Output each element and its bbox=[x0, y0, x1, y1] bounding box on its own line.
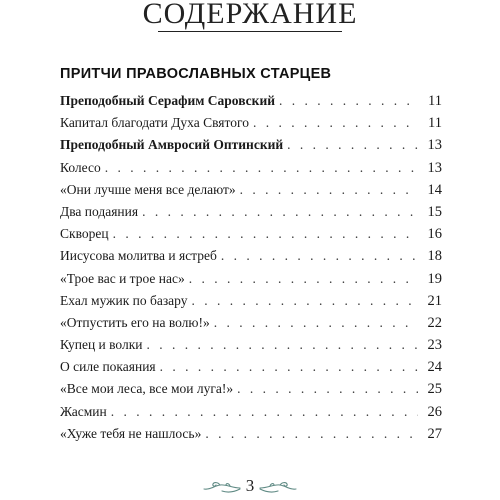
dot-leader bbox=[221, 248, 418, 264]
toc-entry-title: Жасмин bbox=[60, 403, 107, 419]
toc-entry-page: 19 bbox=[427, 270, 442, 287]
dot-leader bbox=[237, 381, 418, 397]
toc-entry[interactable] bbox=[60, 426, 442, 448]
toc-entry-title: Преподобный Серафим Саровский bbox=[60, 93, 275, 108]
toc-entry-page: 13 bbox=[427, 159, 442, 176]
toc-entry[interactable] bbox=[60, 160, 442, 182]
dot-leader bbox=[147, 337, 418, 353]
dot-leader bbox=[279, 93, 418, 109]
dot-leader bbox=[160, 359, 418, 375]
toc-entry-page: 27 bbox=[427, 425, 442, 442]
toc-entry[interactable] bbox=[60, 404, 442, 426]
toc-entry[interactable] bbox=[60, 204, 442, 226]
dot-leader bbox=[111, 404, 418, 420]
toc-entry-page: 24 bbox=[427, 359, 442, 376]
toc-entry-page: 18 bbox=[427, 248, 442, 265]
toc-entry[interactable] bbox=[60, 359, 442, 381]
section-heading: ПРИТЧИ ПРАВОСЛАВНЫХ СТАРЦЕВ bbox=[60, 66, 332, 82]
toc-entry[interactable] bbox=[60, 293, 442, 315]
dot-leader bbox=[142, 204, 418, 220]
toc-entry[interactable] bbox=[60, 93, 442, 115]
toc-entry-page: 16 bbox=[427, 226, 442, 243]
toc-entry-title: Два подаяния bbox=[60, 203, 139, 219]
toc-entry-title: Скворец bbox=[60, 226, 109, 242]
toc-entry[interactable] bbox=[60, 137, 442, 159]
toc-entry-title: «Трое вас и трое нас» bbox=[60, 270, 185, 286]
dot-leader bbox=[253, 115, 418, 131]
toc-entry[interactable] bbox=[60, 271, 442, 293]
toc-entry-page: 26 bbox=[427, 403, 442, 420]
dot-leader bbox=[240, 182, 418, 198]
title-underline bbox=[158, 31, 342, 32]
table-of-contents bbox=[60, 93, 442, 448]
toc-entry[interactable] bbox=[60, 226, 442, 248]
toc-entry-title: «Все мои леса, все мои луга!» bbox=[60, 381, 234, 397]
toc-entry[interactable] bbox=[60, 381, 442, 403]
toc-entry-page: 15 bbox=[427, 203, 442, 220]
toc-entry-title: «Отпустить его на волю!» bbox=[60, 314, 210, 330]
toc-entry[interactable] bbox=[60, 248, 442, 270]
toc-entry-page: 23 bbox=[427, 337, 442, 354]
page-footer bbox=[0, 473, 500, 500]
toc-entry-title: Купец и волки bbox=[60, 337, 143, 353]
toc-entry-title: Капитал благодати Духа Святого bbox=[60, 115, 249, 131]
toc-entry-page: 22 bbox=[427, 314, 442, 331]
dot-leader bbox=[113, 226, 418, 242]
dot-leader bbox=[192, 293, 419, 309]
toc-entry-page: 11 bbox=[428, 115, 442, 132]
toc-entry-title: «Они лучше меня все делают» bbox=[60, 181, 236, 197]
dot-leader bbox=[205, 426, 418, 442]
dot-leader bbox=[214, 315, 418, 331]
toc-entry-page: 21 bbox=[427, 292, 442, 309]
dot-leader bbox=[287, 137, 418, 153]
dot-leader bbox=[105, 160, 418, 176]
toc-entry-page: 25 bbox=[427, 381, 442, 398]
toc-entry-title: Преподобный Амвросий Оптинский bbox=[60, 137, 284, 153]
toc-entry-page: 13 bbox=[427, 137, 442, 154]
toc-entry-title: Колесо bbox=[60, 159, 101, 175]
page-number: 3 bbox=[245, 476, 255, 495]
toc-entry-title: «Хуже тебя не нашлось» bbox=[60, 425, 202, 441]
toc-entry[interactable] bbox=[60, 182, 442, 204]
toc-entry[interactable] bbox=[60, 115, 442, 137]
toc-entry-title: О силе покаяния bbox=[60, 359, 156, 375]
toc-entry[interactable] bbox=[60, 315, 442, 337]
page-title: СОДЕРЖАНИЕ bbox=[142, 0, 358, 30]
dot-leader bbox=[189, 271, 418, 287]
toc-entry[interactable] bbox=[60, 337, 442, 359]
toc-entry-page: 11 bbox=[428, 93, 442, 109]
toc-entry-title: Ехал мужик по базару bbox=[60, 292, 188, 308]
toc-entry-page: 14 bbox=[427, 181, 442, 198]
toc-entry-title: Иисусова молитва и ястреб bbox=[60, 248, 217, 264]
